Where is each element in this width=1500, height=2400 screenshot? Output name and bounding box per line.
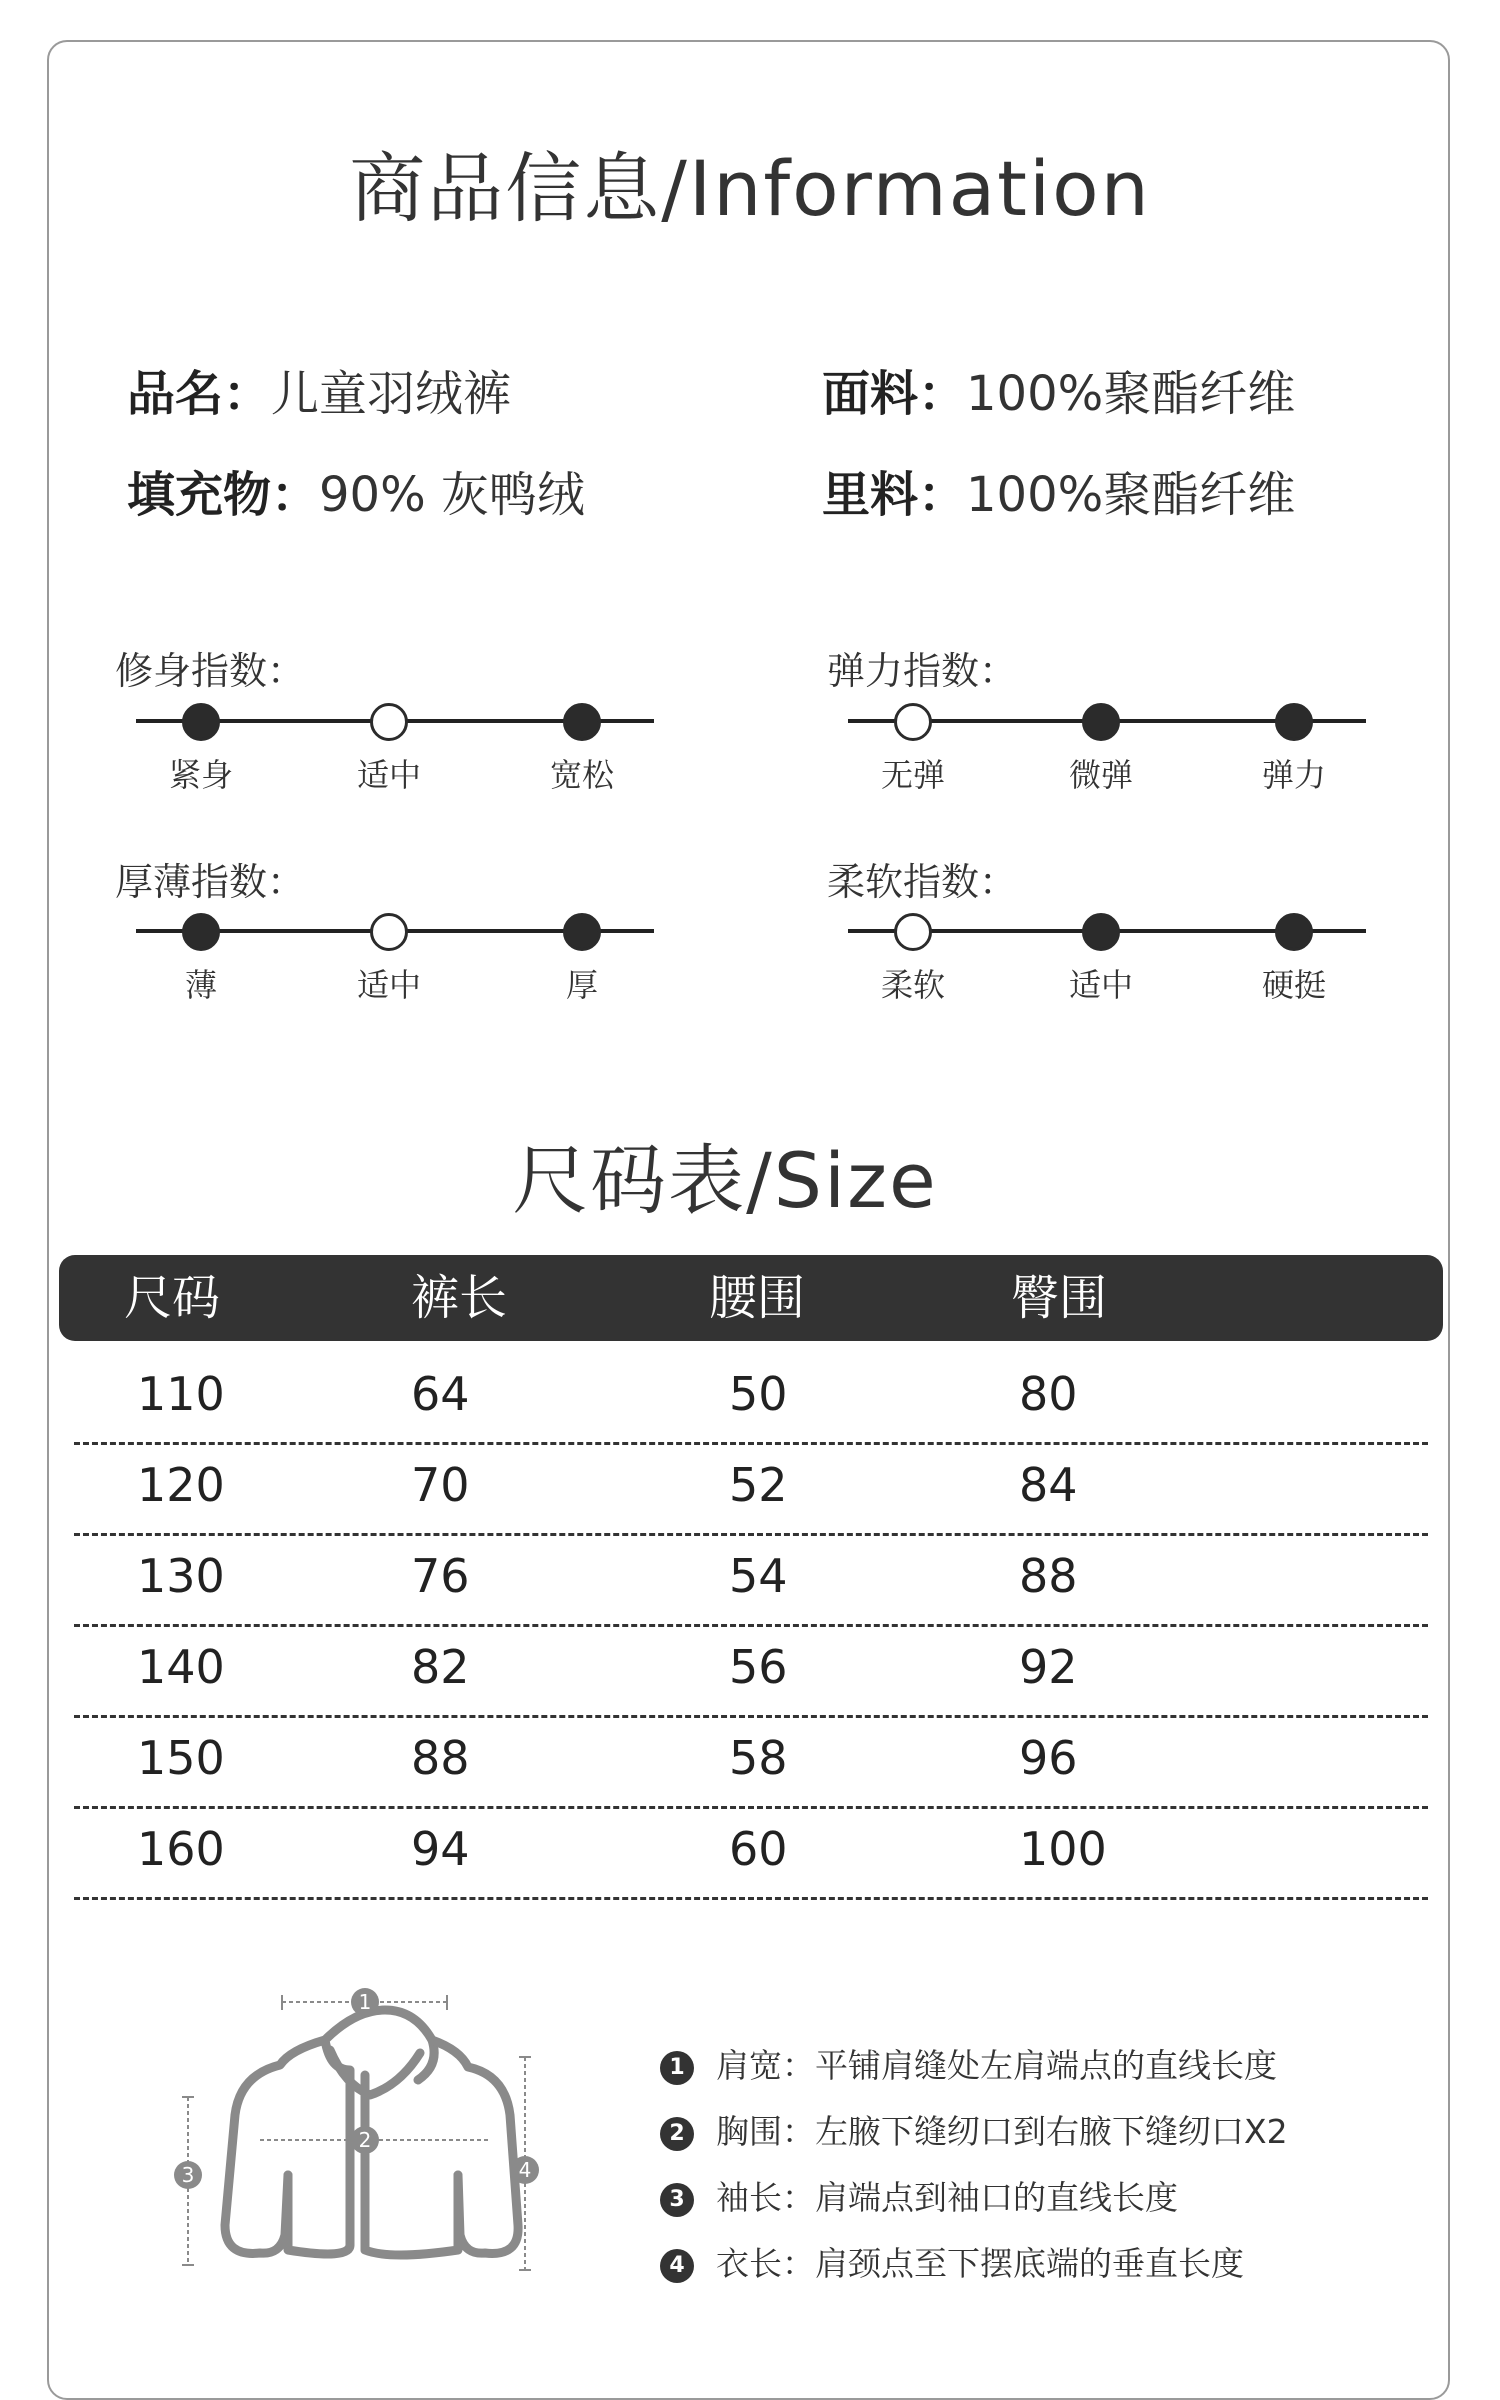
field-label: 填充物： [127, 467, 320, 523]
size-title: 尺码表/Size [512, 1136, 938, 1225]
scale-option-label: 适中 [1068, 966, 1133, 1004]
table-row [74, 1806, 1428, 1900]
scale-dot-filled [182, 913, 220, 951]
legend-item [660, 2238, 1244, 2285]
table-cell: 54 [729, 1549, 788, 1603]
table-row [74, 1533, 1428, 1627]
legend-number: 1 [660, 2051, 694, 2085]
scale-dot-filled [563, 913, 601, 951]
legend-number: 2 [660, 2117, 694, 2151]
field-value: 100%聚酯纤维 [966, 467, 1296, 523]
legend-text: 胸围：左腋下缝纫口到右腋下缝纫口X2 [716, 2112, 1288, 2151]
field-label: 里料： [822, 467, 967, 523]
field-fabric [822, 355, 1295, 424]
table-cell: 80 [1019, 1367, 1078, 1421]
scale-option-label: 薄 [184, 966, 217, 1004]
scale-dot-filled [1082, 913, 1120, 951]
marker-3-text: 3 [181, 2163, 195, 2187]
table-cell: 60 [729, 1822, 788, 1876]
scale-dot-filled [563, 703, 601, 741]
field-value: 儿童羽绒裤 [271, 366, 512, 422]
marker-3 [174, 2161, 202, 2189]
field-product-name [127, 355, 511, 424]
scale-dot-filled [1082, 703, 1120, 741]
legend-text: 袖长：肩端点到袖口的直线长度 [716, 2178, 1178, 2217]
marker-1-text: 1 [358, 1990, 372, 2014]
thickness-index-scale [136, 896, 654, 1004]
table-cell: 58 [729, 1731, 788, 1785]
table-cell: 120 [137, 1458, 225, 1512]
marker-1 [351, 1988, 379, 2016]
scale-dot-empty [894, 703, 932, 741]
elasticity-index-scale [848, 686, 1366, 794]
table-cell: 94 [411, 1822, 470, 1876]
legend-number: 4 [660, 2249, 694, 2283]
table-cell: 100 [1019, 1822, 1107, 1876]
header-hip: 臀围 [1011, 1270, 1108, 1326]
legend-text: 衣长：肩颈点至下摆底端的垂直长度 [716, 2244, 1244, 2283]
legend-item [660, 2040, 1277, 2087]
field-value: 100%聚酯纤维 [966, 366, 1296, 422]
marker-2-text: 2 [358, 2128, 372, 2152]
thickness-index-label: 厚薄指数： [115, 860, 306, 904]
table-cell: 140 [137, 1640, 225, 1694]
scale-option-label: 宽松 [549, 756, 614, 794]
scale-option-label: 柔软 [880, 966, 945, 1004]
scale-option-label: 适中 [356, 966, 421, 1004]
scale-dot-empty [370, 703, 408, 741]
table-cell: 50 [729, 1367, 788, 1421]
table-row [74, 1442, 1428, 1536]
table-cell: 56 [729, 1640, 788, 1694]
scale-option-label: 微弹 [1068, 756, 1133, 794]
fit-index-scale [136, 686, 654, 794]
legend-item [660, 2106, 1288, 2153]
legend-number: 3 [660, 2183, 694, 2217]
field-lining [822, 456, 1295, 525]
header-pants-length: 裤长 [411, 1270, 508, 1326]
scale-option-label: 紧身 [168, 756, 233, 794]
marker-4 [511, 2156, 539, 2184]
softness-index-label: 柔软指数： [827, 860, 1018, 904]
table-cell: 96 [1019, 1731, 1078, 1785]
scale-option-label: 硬挺 [1261, 966, 1326, 1004]
scale-dot-filled [182, 703, 220, 741]
scale-dot-empty [370, 913, 408, 951]
scale-dot-filled [1275, 913, 1313, 951]
info-title: 商品信息/Information [349, 144, 1151, 233]
marker-4-text: 4 [518, 2158, 532, 2182]
field-label: 面料： [822, 366, 967, 422]
table-cell: 130 [137, 1549, 225, 1603]
table-cell: 110 [137, 1367, 225, 1421]
fit-index-label: 修身指数： [115, 649, 306, 693]
scale-dot-filled [1275, 703, 1313, 741]
table-row [74, 1715, 1428, 1809]
table-cell: 76 [411, 1549, 470, 1603]
table-row [74, 1351, 1428, 1445]
table-cell: 150 [137, 1731, 225, 1785]
jacket-measurement-diagram [170, 1975, 560, 2295]
marker-2 [351, 2126, 379, 2154]
scale-option-label: 无弹 [880, 756, 945, 794]
scale-option-label: 适中 [356, 756, 421, 794]
header-size: 尺码 [124, 1270, 221, 1326]
size-table-header [59, 1255, 1443, 1341]
elasticity-index-label: 弹力指数： [827, 649, 1018, 693]
table-cell: 88 [1019, 1549, 1078, 1603]
legend-text: 肩宽：平铺肩缝处左肩端点的直线长度 [716, 2046, 1277, 2085]
table-cell: 88 [411, 1731, 470, 1785]
table-cell: 64 [411, 1367, 470, 1421]
table-cell: 92 [1019, 1640, 1078, 1694]
table-cell: 160 [137, 1822, 225, 1876]
field-filling [127, 456, 585, 525]
scale-dot-empty [894, 913, 932, 951]
scale-option-label: 弹力 [1261, 756, 1326, 794]
header-waist: 腰围 [709, 1270, 806, 1326]
table-cell: 84 [1019, 1458, 1078, 1512]
table-cell: 82 [411, 1640, 470, 1694]
softness-index-scale [848, 896, 1366, 1004]
field-value: 90% 灰鸭绒 [319, 467, 585, 523]
table-row [74, 1624, 1428, 1718]
table-cell: 70 [411, 1458, 470, 1512]
scale-option-label: 厚 [565, 966, 598, 1004]
legend-item [660, 2172, 1178, 2219]
field-label: 品名： [127, 366, 272, 422]
table-cell: 52 [729, 1458, 788, 1512]
